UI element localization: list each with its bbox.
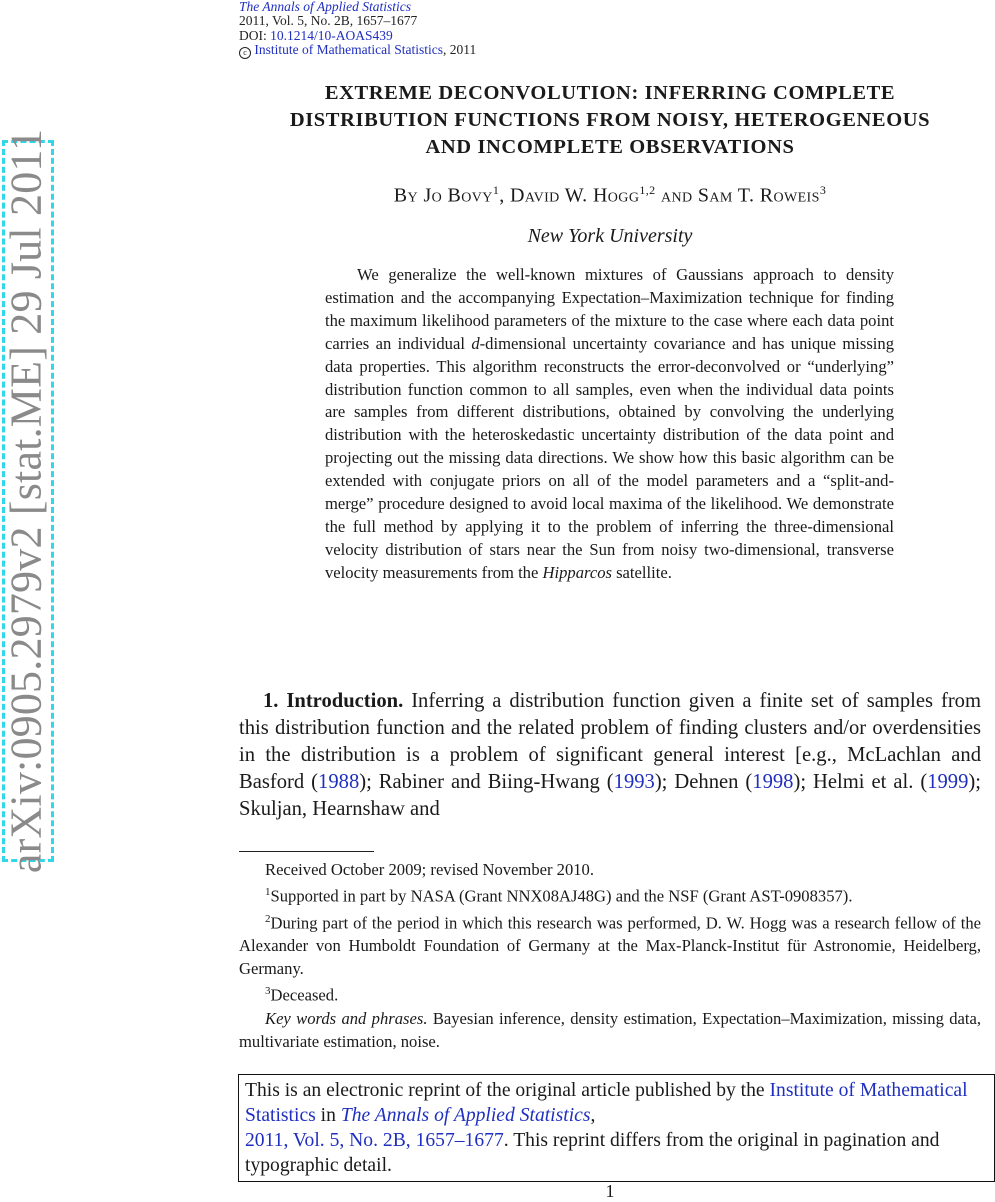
doi-link[interactable]: 10.1214/10-AOAS439 <box>270 27 393 43</box>
author-hogg-affil: 1,2 <box>639 183 656 197</box>
intro-text-4: ); Helmi et al. ( <box>793 771 928 793</box>
footnote-3-text: Deceased. <box>270 985 339 1005</box>
abstract-text-3: satellite. <box>611 562 672 582</box>
keywords-text: Bayesian inference, density estimation, Expectation–Maximization, missing data, multivariate estimation, noise. <box>239 1008 981 1051</box>
footnote-2-text: During part of the period in which this research was performed, D. W. Hogg was a research fellow of the Alexander von Humboldt Foundation of Germany at the Max-Planck-Institut für Astronomie, Heidelberg, Germany. <box>239 913 981 979</box>
citation-1999[interactable]: 1999 <box>927 771 969 793</box>
paper-title <box>239 80 981 161</box>
section-heading: 1. Introduction. <box>263 690 404 712</box>
citation-1993[interactable]: 1993 <box>613 771 655 793</box>
author-hogg: David W. Hogg <box>510 184 640 207</box>
introduction-paragraph <box>239 688 981 823</box>
copyright-line <box>239 43 476 59</box>
journal-name-link[interactable]: The Annals of Applied Statistics <box>239 0 412 14</box>
title-line-3: AND INCOMPLETE OBSERVATIONS <box>425 136 795 158</box>
citation-1988[interactable]: 1988 <box>318 771 360 793</box>
intro-text-1: Inferring a distribution function given a finite set of samples from this distribution function and the related problem of finding clusters and/or overdensities in the distribution is a problem of significant general interest [e.g., McLachlan and Basford ( <box>239 690 981 793</box>
journal-header <box>239 0 476 59</box>
reprint-text-1: This is an electronic reprint of the original article published by the <box>245 1080 770 1101</box>
received-note: Received October 2009; revised November 2010. <box>265 860 595 879</box>
copyright-year: , 2011 <box>442 42 477 58</box>
reprint-text-4: . This reprint differs from the original in pagination and typographic detail. <box>245 1130 940 1176</box>
author-roweis: Sam T. Roweis <box>697 184 820 207</box>
title-line-2: DISTRIBUTION FUNCTIONS FROM NOISY, HETEROGENEOUS <box>289 109 931 131</box>
footnotes <box>239 858 981 1053</box>
intro-text-3: ); Dehnen ( <box>654 771 753 793</box>
footnote-3-mark: 3 <box>265 985 271 998</box>
abstract-text-1: We generalize the well-known mixtures of Gaussians approach to density estimation and the accompanying Expectation–Maximization technique for finding the maximum likelihood parameters of the mixture to the case where each data point carries an individual <box>325 265 894 353</box>
keywords-label: Key words and phrases. <box>265 1008 428 1028</box>
intro-text-5: ); Skuljan, Hearnshaw and <box>239 771 981 820</box>
reprint-ims-link[interactable]: Institute of Mathematical Statistics <box>245 1080 968 1126</box>
arxiv-identifier: arXiv:0905.2979v2 [stat.ME] 29 Jul 2011 <box>1 128 51 874</box>
page-number: 1 <box>605 1181 615 1201</box>
copyright-icon: c <box>239 47 251 59</box>
reprint-volume-link[interactable]: 2011, Vol. 5, No. 2B, 1657–1677 <box>245 1130 504 1151</box>
author-bovy: Jo Bovy <box>423 184 493 207</box>
footnote-1-text: Supported in part by NASA (Grant NNX08AJ48G) and the NSF (Grant AST-0908357). <box>270 886 853 906</box>
abstract-text-2: -dimensional uncertainty covariance and has unique missing data properties. This algorithm reconstructs the error-deconvolved or “underlying” distribution function common to all samples, even when the individual data points are samples from different distributions, obtained by convolving the underlying distribution with the heteroskedastic uncertainty distribution of the data point and projecting out the missing data directions. We show how this basic algorithm can be extended with conjugate priors on all of the model parameters and a “split-and-merge” procedure designed to avoid local maxima of the likelihood. We demonstrate the full method by applying it to the problem of inferring the three-dimensional velocity distribution of stars near the Sun from noisy two-dimensional, transverse velocity measurements from the <box>325 333 894 582</box>
ims-link[interactable]: Institute of Mathematical Statistics <box>254 42 443 58</box>
citation-1998[interactable]: 1998 <box>752 771 794 793</box>
footnote-3 <box>239 980 981 1007</box>
and-label: and <box>655 184 698 207</box>
volume-line: 2011, Vol. 5, No. 2B, 1657–1677 <box>239 13 418 29</box>
footnote-1-mark: 1 <box>265 886 271 898</box>
keywords <box>239 1007 981 1053</box>
by-label: By <box>393 184 419 207</box>
reprint-text-2: in <box>315 1105 341 1126</box>
author-separator: , <box>499 184 511 207</box>
footnote-2 <box>239 908 981 981</box>
affiliation: New York University <box>527 225 693 247</box>
footnote-1 <box>239 881 981 908</box>
footnote-2-mark: 2 <box>265 912 271 925</box>
reprint-text-3: , <box>590 1105 596 1126</box>
doi-label: DOI: <box>239 27 267 43</box>
author-roweis-affil: 3 <box>819 183 827 197</box>
abstract <box>325 264 894 585</box>
author-bovy-affil: 1 <box>492 183 500 197</box>
title-line-1: EXTREME DECONVOLUTION: INFERRING COMPLETE <box>324 82 896 104</box>
author-list <box>239 183 981 208</box>
abstract-d: d <box>471 333 480 353</box>
reprint-journal-link[interactable]: The Annals of Applied Statistics <box>340 1105 591 1126</box>
reprint-notice-box <box>238 1074 995 1182</box>
abstract-hipparcos: Hipparcos <box>542 562 612 582</box>
footnote-rule <box>239 851 374 852</box>
intro-text-2: ); Rabiner and Biing-Hwang ( <box>359 771 614 793</box>
doi-line <box>239 29 476 43</box>
